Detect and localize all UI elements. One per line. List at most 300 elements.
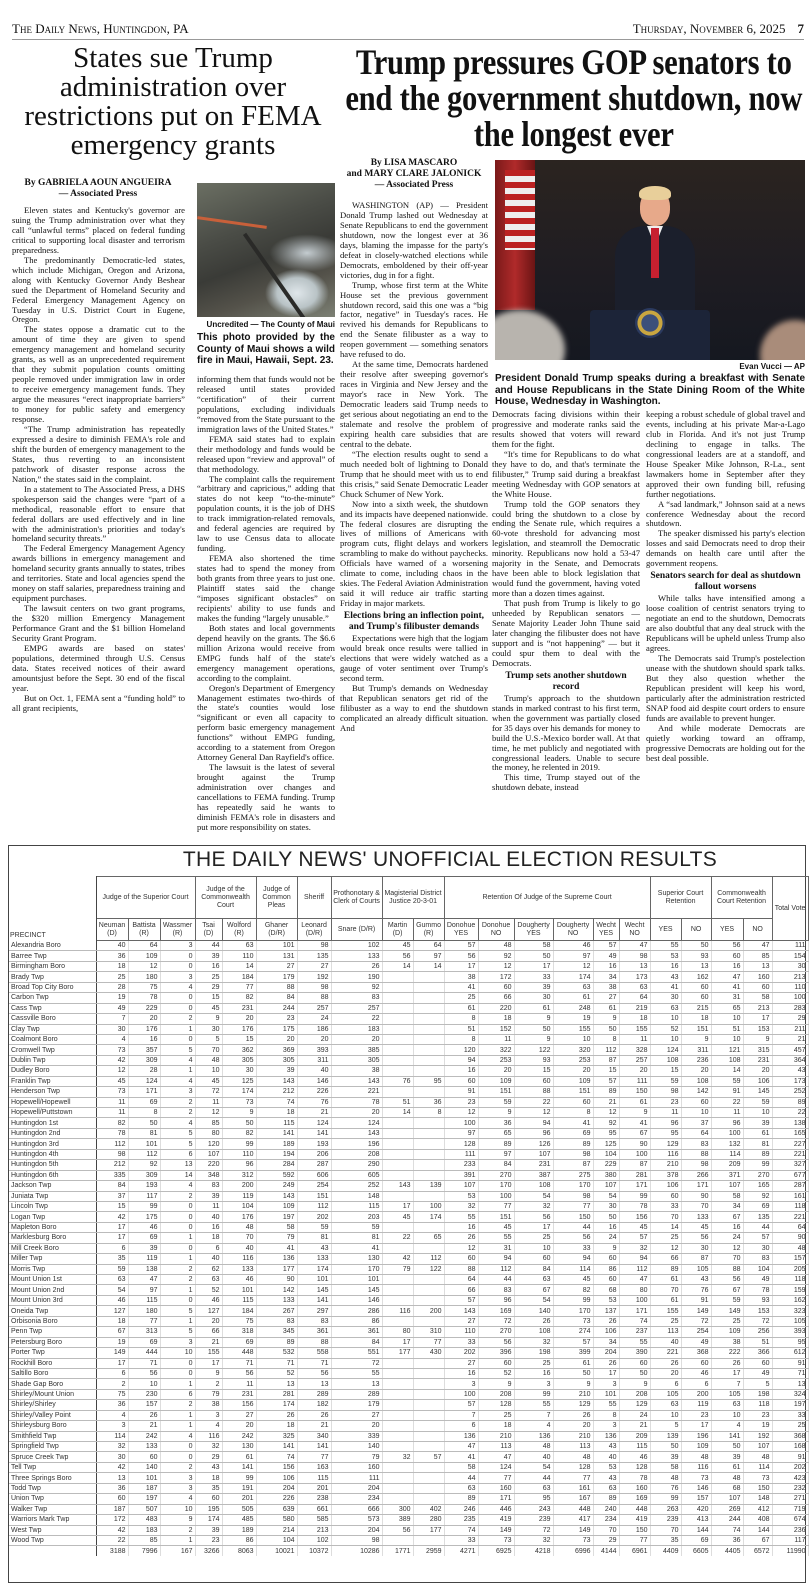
vote-count: 305 bbox=[222, 1055, 256, 1065]
vote-count: 49 bbox=[681, 1337, 711, 1347]
vote-count: 56 bbox=[382, 951, 413, 961]
vote-count: 112 bbox=[478, 1264, 514, 1274]
vote-count: 32 bbox=[382, 1452, 413, 1462]
vote-count: 290 bbox=[331, 1160, 382, 1170]
vote-count: 17 bbox=[743, 1014, 772, 1024]
vote-count: 4144 bbox=[593, 1546, 619, 1556]
table-row bbox=[9, 1483, 808, 1493]
vote-count: 6 bbox=[96, 1368, 128, 1378]
vote-count: 145 bbox=[743, 1087, 772, 1097]
precinct-name: Barree Twp bbox=[9, 951, 96, 961]
precinct-name: Smithfield Twp bbox=[9, 1431, 96, 1441]
vote-count: 53 bbox=[650, 951, 681, 961]
presidential-seal-icon bbox=[635, 308, 665, 338]
vote-count: 13 bbox=[681, 961, 711, 971]
vote-count: 230 bbox=[128, 1389, 160, 1399]
vote-count: 98 bbox=[96, 1149, 128, 1159]
paragraph: The predominantly Democratic-led states, which include Michigan, Oregon and Arizona, along with Kentucky Governor Andy Beshear sued the Department of Homeland Security and Federal Emergency Management Agency on Tuesday in U.S. District Court in Eugene, Oregon. bbox=[12, 254, 185, 325]
vote-count: 30 bbox=[222, 1066, 256, 1076]
paragraph: At the same time, Democrats hardened their resolve after sweeping governor's races in Virginia and New Jersey and the mayor's race in New York. The Democratic leaders said Trump needs to get serious about negotiating an end to the stalemate and resolve the problem of expiring health care subsidies that are central to the debate. bbox=[340, 359, 488, 449]
vote-count: 4409 bbox=[650, 1546, 681, 1556]
vote-count: 38 bbox=[444, 972, 478, 982]
vote-count: 15 bbox=[222, 1034, 256, 1044]
vote-count: 2 bbox=[160, 1191, 195, 1201]
vote-count: 72 bbox=[743, 1316, 772, 1326]
vote-count: 39 bbox=[195, 1525, 222, 1535]
vote-count: 65 bbox=[711, 1003, 743, 1013]
vote-count bbox=[382, 1222, 413, 1232]
fema-column-2 bbox=[197, 375, 335, 833]
vote-count: 15 bbox=[593, 1066, 619, 1076]
vote-count: 26 bbox=[444, 1233, 478, 1243]
precinct-name: Wood Twp bbox=[9, 1535, 96, 1545]
vote-count: 81 bbox=[743, 1139, 772, 1149]
table-row bbox=[9, 1358, 808, 1368]
vote-count: 68 bbox=[593, 1285, 619, 1295]
vote-count: 36 bbox=[96, 1483, 128, 1493]
vote-count: 214 bbox=[256, 1525, 297, 1535]
vote-count: 84 bbox=[514, 1264, 553, 1274]
vote-count: 55 bbox=[514, 1400, 553, 1410]
vote-count: 87 bbox=[619, 1160, 650, 1170]
vote-count: 419 bbox=[478, 1515, 514, 1525]
candidate-header: NO bbox=[743, 919, 772, 941]
vote-count: 100 bbox=[711, 1128, 743, 1138]
vote-count: 156 bbox=[222, 1400, 256, 1410]
vote-count: 154 bbox=[772, 951, 808, 961]
vote-count: 39 bbox=[711, 1452, 743, 1462]
paragraph: informing them that funds would not be released until states provided “certification” of their current populations, excluding individuals “removed from the State pursuant to the immigration laws of the United States.” bbox=[197, 374, 335, 434]
precinct-name: Cromwell Twp bbox=[9, 1045, 96, 1055]
vote-count: 59 bbox=[711, 1295, 743, 1305]
precinct-name: Petersburg Boro bbox=[9, 1337, 96, 1347]
vote-count: 26 bbox=[514, 1316, 553, 1326]
table-row bbox=[9, 1535, 808, 1545]
vote-count bbox=[382, 1368, 413, 1378]
vote-count: 27 bbox=[256, 961, 297, 971]
vote-count: 8 bbox=[444, 1014, 478, 1024]
vote-count: 1 bbox=[160, 1066, 195, 1076]
vote-count: 95 bbox=[593, 1128, 619, 1138]
vote-count: 0 bbox=[160, 1243, 195, 1253]
precinct-name bbox=[9, 1546, 96, 1556]
vote-count: 11 bbox=[650, 1108, 681, 1118]
vote-count: 38 bbox=[331, 1066, 382, 1076]
vote-count: 43 bbox=[650, 972, 681, 982]
vote-count: 179 bbox=[256, 972, 297, 982]
vote-count: 101 bbox=[128, 1473, 160, 1483]
vote-count: 119 bbox=[681, 1400, 711, 1410]
vote-count: 0 bbox=[160, 951, 195, 961]
vote-count: 335 bbox=[96, 1170, 128, 1180]
vote-count: 21 bbox=[619, 1421, 650, 1431]
vote-count: 160 bbox=[478, 1483, 514, 1493]
vote-count: 58 bbox=[256, 1222, 297, 1232]
vote-count: 57 bbox=[553, 1337, 593, 1347]
vote-count: 26 bbox=[256, 1410, 297, 1420]
vote-count: 84 bbox=[331, 1337, 382, 1347]
vote-count: 165 bbox=[743, 1181, 772, 1191]
vote-count: 117 bbox=[772, 1535, 808, 1545]
vote-count: 366 bbox=[743, 1348, 772, 1358]
vote-count: 78 bbox=[128, 993, 160, 1003]
vote-count: 56 bbox=[681, 1233, 711, 1243]
vote-count: 36 bbox=[711, 1535, 743, 1545]
vote-count: 50 bbox=[619, 1368, 650, 1378]
vote-count: 6605 bbox=[681, 1546, 711, 1556]
vote-count: 94 bbox=[478, 1254, 514, 1264]
vote-count: 17 bbox=[96, 1222, 128, 1232]
totals-row bbox=[9, 1546, 808, 1556]
table-row bbox=[9, 982, 808, 992]
vote-count: 61 bbox=[711, 1462, 743, 1472]
vote-count: 62 bbox=[195, 1264, 222, 1274]
vote-count: 60 bbox=[619, 1358, 650, 1368]
vote-count: 606 bbox=[297, 1170, 331, 1180]
vote-count: 10 bbox=[681, 1108, 711, 1118]
vote-count: 47 bbox=[128, 1275, 160, 1285]
vote-count: 68 bbox=[711, 1483, 743, 1493]
vote-count: 420 bbox=[681, 1504, 711, 1514]
vote-count: 40 bbox=[195, 1212, 222, 1222]
vote-count: 239 bbox=[650, 1515, 681, 1525]
vote-count: 84 bbox=[256, 993, 297, 1003]
vote-count: 76 bbox=[382, 1076, 413, 1086]
vote-count: 12 bbox=[195, 1108, 222, 1118]
vote-count: 60 bbox=[444, 1254, 478, 1264]
vote-count: 125 bbox=[593, 1139, 619, 1149]
vote-count: 12 bbox=[128, 961, 160, 971]
vote-count: 11 bbox=[195, 1201, 222, 1211]
vote-count: 44 bbox=[195, 941, 222, 951]
vote-count: 63 bbox=[514, 1275, 553, 1285]
candidate-header: Wassmer (R) bbox=[160, 919, 195, 941]
vote-count: 75 bbox=[128, 982, 160, 992]
byline-agency: — Associated Press bbox=[58, 189, 138, 199]
vote-count: 99 bbox=[128, 1201, 160, 1211]
vote-count: 42 bbox=[96, 1462, 128, 1472]
vote-count: 222 bbox=[711, 1348, 743, 1358]
vote-count: 69 bbox=[743, 1201, 772, 1211]
vote-count: 232 bbox=[772, 1483, 808, 1493]
vote-count: 91 bbox=[772, 1358, 808, 1368]
vote-count: 10 bbox=[711, 1014, 743, 1024]
vote-count: 155 bbox=[195, 1348, 222, 1358]
vote-count: 32 bbox=[619, 1243, 650, 1253]
vote-count: 98 bbox=[297, 941, 331, 951]
vote-count: 3266 bbox=[195, 1546, 222, 1556]
vote-count: 108 bbox=[650, 1055, 681, 1065]
vote-count: 72 bbox=[514, 1525, 553, 1535]
vote-count: 34 bbox=[593, 1337, 619, 1347]
vote-count: 159 bbox=[772, 1285, 808, 1295]
vote-count: 81 bbox=[128, 1128, 160, 1138]
vote-count: 10286 bbox=[331, 1546, 382, 1556]
vote-count: 111 bbox=[444, 1149, 478, 1159]
vote-count: 201 bbox=[297, 1483, 331, 1493]
vote-count: 44 bbox=[553, 1222, 593, 1232]
vote-count: 129 bbox=[650, 1139, 681, 1149]
vote-count: 16 bbox=[711, 961, 743, 971]
vote-count: 97 bbox=[444, 1128, 478, 1138]
vote-count: 60 bbox=[743, 1358, 772, 1368]
vote-count: 300 bbox=[382, 1504, 413, 1514]
vote-count: 160 bbox=[331, 1462, 382, 1472]
vote-count: 16 bbox=[650, 961, 681, 971]
group-header: Judge of the Superior Court bbox=[96, 877, 195, 919]
vote-count: 30 bbox=[772, 961, 808, 971]
vote-count: 78 bbox=[619, 1201, 650, 1211]
vote-count: 149 bbox=[96, 1348, 128, 1358]
vote-count: 142 bbox=[681, 1087, 711, 1097]
vote-count: 3 bbox=[160, 1473, 195, 1483]
vote-count: 77 bbox=[553, 1201, 593, 1211]
paragraph: While talks have intensified among a loose coalition of centrist senators trying to negotiate an end to the shutdown, Democrats are also doubtful that any deal struck with the Republicans will be upheld unless Trump also agrees. bbox=[646, 593, 805, 654]
vote-count: 220 bbox=[195, 1160, 222, 1170]
vote-count: 71 bbox=[772, 1368, 808, 1378]
vote-count: 315 bbox=[743, 1045, 772, 1055]
table-row bbox=[9, 1243, 808, 1253]
vote-count: 271 bbox=[772, 1494, 808, 1504]
vote-count: 95 bbox=[514, 1494, 553, 1504]
vote-count: 1 bbox=[160, 1379, 195, 1389]
vote-count: 25 bbox=[514, 1358, 553, 1368]
vote-count: 50 bbox=[593, 1212, 619, 1222]
table-row bbox=[9, 972, 808, 982]
vote-count: 58 bbox=[711, 1191, 743, 1201]
vote-count: 58 bbox=[514, 941, 553, 951]
vote-count: 19 bbox=[553, 1014, 593, 1024]
vote-count: 102 bbox=[331, 941, 382, 951]
vote-count: 5 bbox=[160, 1128, 195, 1138]
vote-count: 148 bbox=[743, 1494, 772, 1504]
vote-count: 61 bbox=[650, 1275, 681, 1285]
vote-count: 311 bbox=[297, 1055, 331, 1065]
vote-count: 180 bbox=[128, 972, 160, 982]
vote-count: 253 bbox=[553, 1055, 593, 1065]
vote-count: 140 bbox=[128, 1462, 160, 1472]
vote-count: 345 bbox=[256, 1327, 297, 1337]
vote-count: 30 bbox=[514, 993, 553, 1003]
precinct-name: Huntingdon 2nd bbox=[9, 1128, 96, 1138]
table-row bbox=[9, 1400, 808, 1410]
vote-count: 41 bbox=[256, 1243, 297, 1253]
precinct-name: Mount Union 2nd bbox=[9, 1285, 96, 1295]
table-row bbox=[9, 1462, 808, 1472]
vote-count: 172 bbox=[96, 1515, 128, 1525]
vote-count: 9 bbox=[514, 1034, 553, 1044]
vote-count: 387 bbox=[514, 1170, 553, 1180]
vote-count bbox=[382, 1473, 413, 1483]
vote-count: 41 bbox=[553, 1118, 593, 1128]
vote-count: 137 bbox=[593, 1306, 619, 1316]
vote-count bbox=[413, 1191, 444, 1201]
table-row bbox=[9, 1431, 808, 1441]
vote-count: 76 bbox=[650, 1483, 681, 1493]
vote-count: 180 bbox=[128, 1306, 160, 1316]
vote-count: 17 bbox=[96, 1233, 128, 1243]
table-row bbox=[9, 1055, 808, 1065]
precinct-name: Hopewell/Hopewell bbox=[9, 1097, 96, 1107]
vote-count: 145 bbox=[297, 1285, 331, 1295]
vote-count: 12 bbox=[711, 1243, 743, 1253]
vote-count: 128 bbox=[619, 1462, 650, 1472]
vote-count: 12 bbox=[96, 1066, 128, 1076]
candidate-header: YES bbox=[711, 919, 743, 941]
vote-count: 150 bbox=[619, 1087, 650, 1097]
vote-count: 16 bbox=[593, 961, 619, 971]
vote-count: 107 bbox=[195, 1149, 222, 1159]
vote-count: 248 bbox=[553, 1003, 593, 1013]
vote-count: 105 bbox=[681, 1264, 711, 1274]
vote-count: 4 bbox=[160, 1181, 195, 1191]
vote-count: 35 bbox=[195, 1483, 222, 1493]
vote-count: 551 bbox=[331, 1348, 382, 1358]
vote-count: 115 bbox=[619, 1442, 650, 1452]
vote-count: 29 bbox=[195, 982, 222, 992]
vote-count: 113 bbox=[478, 1442, 514, 1452]
vote-count: 130 bbox=[222, 1442, 256, 1452]
vote-count: 60 bbox=[681, 1358, 711, 1368]
vote-count: 138 bbox=[128, 1264, 160, 1274]
vote-count: 6925 bbox=[478, 1546, 514, 1556]
vote-count bbox=[413, 1462, 444, 1472]
vote-count: 210 bbox=[553, 1389, 593, 1399]
vote-count: 25 bbox=[711, 1316, 743, 1326]
vote-count: 19 bbox=[96, 993, 128, 1003]
vote-count: 50 bbox=[681, 941, 711, 951]
vote-count bbox=[382, 1410, 413, 1420]
vote-count: 210 bbox=[553, 1431, 593, 1441]
vote-count: 100 bbox=[413, 1201, 444, 1211]
vote-count: 639 bbox=[256, 1504, 297, 1514]
vote-count: 41 bbox=[650, 982, 681, 992]
vote-count: 219 bbox=[619, 1003, 650, 1013]
vote-count: 2959 bbox=[413, 1546, 444, 1556]
vote-count: 91 bbox=[444, 1087, 478, 1097]
vote-count: 124 bbox=[478, 1462, 514, 1472]
table-row bbox=[9, 951, 808, 961]
paragraph: keeping a robust schedule of global travel and events, including at his private Mar-a-Lago club in Florida. And it's not just Trump declining to engage in talks. The congressional leaders are at a standoff, and House Speaker Mike Johnson, R-La., sent lawmakers home in September after they approved their own funding bill, refusing further negotiations. bbox=[646, 409, 805, 499]
paragraph: The states oppose a dramatic cut to the amount of time they are given to spend emergency management and homeland security grants, as well as an unprecedented requirement that they submit population counts omitting people removed under immigration law in order to receive emergency management funds. They argue the measures “erect inappropriate barriers” to money for public safety and emergency response. bbox=[12, 324, 185, 425]
precinct-name: Shirleysburg Boro bbox=[9, 1421, 96, 1431]
vote-count: 12 bbox=[444, 1243, 478, 1253]
vote-count bbox=[413, 1034, 444, 1044]
vote-count: 23 bbox=[650, 1097, 681, 1107]
vote-count: 40 bbox=[650, 1337, 681, 1347]
vote-count: 83 bbox=[743, 1254, 772, 1264]
vote-count: 423 bbox=[772, 1473, 808, 1483]
vote-count: 11 bbox=[96, 1097, 128, 1107]
vote-count: 71 bbox=[256, 1358, 297, 1368]
vote-count: 18 bbox=[256, 1421, 297, 1431]
precinct-name: Juniata Twp bbox=[9, 1191, 96, 1201]
table-row bbox=[9, 1128, 808, 1138]
vote-count: 318 bbox=[222, 1327, 256, 1337]
vote-count: 82 bbox=[222, 1128, 256, 1138]
vote-count: 28 bbox=[128, 1066, 160, 1076]
vote-count: 364 bbox=[772, 1055, 808, 1065]
vote-count: 253 bbox=[478, 1055, 514, 1065]
vote-count: 93 bbox=[681, 951, 711, 961]
vote-count: 5 bbox=[195, 1034, 222, 1044]
vote-count: 289 bbox=[297, 1389, 331, 1399]
vote-count: 6 bbox=[444, 1421, 478, 1431]
vote-count: 22 bbox=[514, 1097, 553, 1107]
vote-count: 60 bbox=[478, 1358, 514, 1368]
vote-count: 287 bbox=[297, 1160, 331, 1170]
table-row bbox=[9, 1045, 808, 1055]
table-row bbox=[9, 1066, 808, 1076]
vote-count: 39 bbox=[195, 1191, 222, 1201]
vote-count: 64 bbox=[619, 993, 650, 1003]
vote-count: 46 bbox=[553, 941, 593, 951]
vote-count: 0 bbox=[160, 1452, 195, 1462]
vote-count: 56 bbox=[444, 951, 478, 961]
vote-count bbox=[382, 1483, 413, 1493]
paragraph: The speaker dismissed his party's election losses and said Democrats need to drop their demands on health care until after the government reopens. bbox=[646, 528, 805, 569]
vote-count: 201 bbox=[222, 1494, 256, 1504]
vote-count: 80 bbox=[195, 1128, 222, 1138]
vote-count: 101 bbox=[331, 1275, 382, 1285]
vote-count: 20 bbox=[743, 1066, 772, 1076]
vote-count: 20 bbox=[195, 1316, 222, 1326]
vote-count: 200 bbox=[681, 1389, 711, 1399]
vote-count: 4218 bbox=[514, 1546, 553, 1556]
vote-count bbox=[413, 1421, 444, 1431]
vote-count: 170 bbox=[478, 1181, 514, 1191]
vote-count: 157 bbox=[128, 1400, 160, 1410]
vote-count: 69 bbox=[222, 1337, 256, 1347]
precinct-name: Mount Union 3rd bbox=[9, 1295, 96, 1305]
vote-count: 18 bbox=[681, 1014, 711, 1024]
vote-count: 150 bbox=[553, 1212, 593, 1222]
vote-count: 2 bbox=[160, 1264, 195, 1274]
vote-count: 44 bbox=[478, 1275, 514, 1285]
vote-count: 9 bbox=[681, 1034, 711, 1044]
vote-count: 67 bbox=[96, 1327, 128, 1337]
vote-count: 6 bbox=[160, 1149, 195, 1159]
fema-column-1 bbox=[12, 206, 185, 714]
vote-count: 46 bbox=[128, 1222, 160, 1232]
vote-count: 47 bbox=[619, 1275, 650, 1285]
vote-count: 170 bbox=[331, 1264, 382, 1274]
vote-count: 57 bbox=[743, 1233, 772, 1243]
vote-count: 212 bbox=[96, 1160, 128, 1170]
vote-count: 99 bbox=[222, 1473, 256, 1483]
vote-count: 128 bbox=[444, 1139, 478, 1149]
vote-count: 77 bbox=[478, 1473, 514, 1483]
vote-count: 78 bbox=[619, 1473, 650, 1483]
vote-count: 90 bbox=[772, 1233, 808, 1243]
paragraph: The Democrats said Trump's postelection unease with the shutdown should spark talks. But they also question whether the Republican president will keep his word, particularly after the administration restricted SNAP food aid despite court orders to ensure funds are available to prevent hunger. bbox=[646, 652, 805, 723]
vote-count: 118 bbox=[772, 1201, 808, 1211]
vote-count: 69 bbox=[553, 1128, 593, 1138]
vote-count: 143 bbox=[331, 1076, 382, 1086]
paragraph: Expectations were high that the logjam would break once results were tallied in elections that were widely watched as a gauge of voter sentiment over Trump's second term. bbox=[340, 633, 488, 683]
vote-count: 51 bbox=[743, 1337, 772, 1347]
vote-count: 58 bbox=[444, 1462, 478, 1472]
vote-count bbox=[413, 972, 444, 982]
vote-count: 50 bbox=[514, 951, 553, 961]
vote-count: 0 bbox=[160, 961, 195, 971]
vote-count: 10 bbox=[743, 1108, 772, 1118]
vote-count: 56 bbox=[711, 1275, 743, 1285]
vote-count: 22 bbox=[331, 1014, 382, 1024]
candidate-header: Donohue YES bbox=[444, 919, 478, 941]
vote-count: 16 bbox=[444, 1222, 478, 1232]
vote-count: 92 bbox=[593, 1118, 619, 1128]
